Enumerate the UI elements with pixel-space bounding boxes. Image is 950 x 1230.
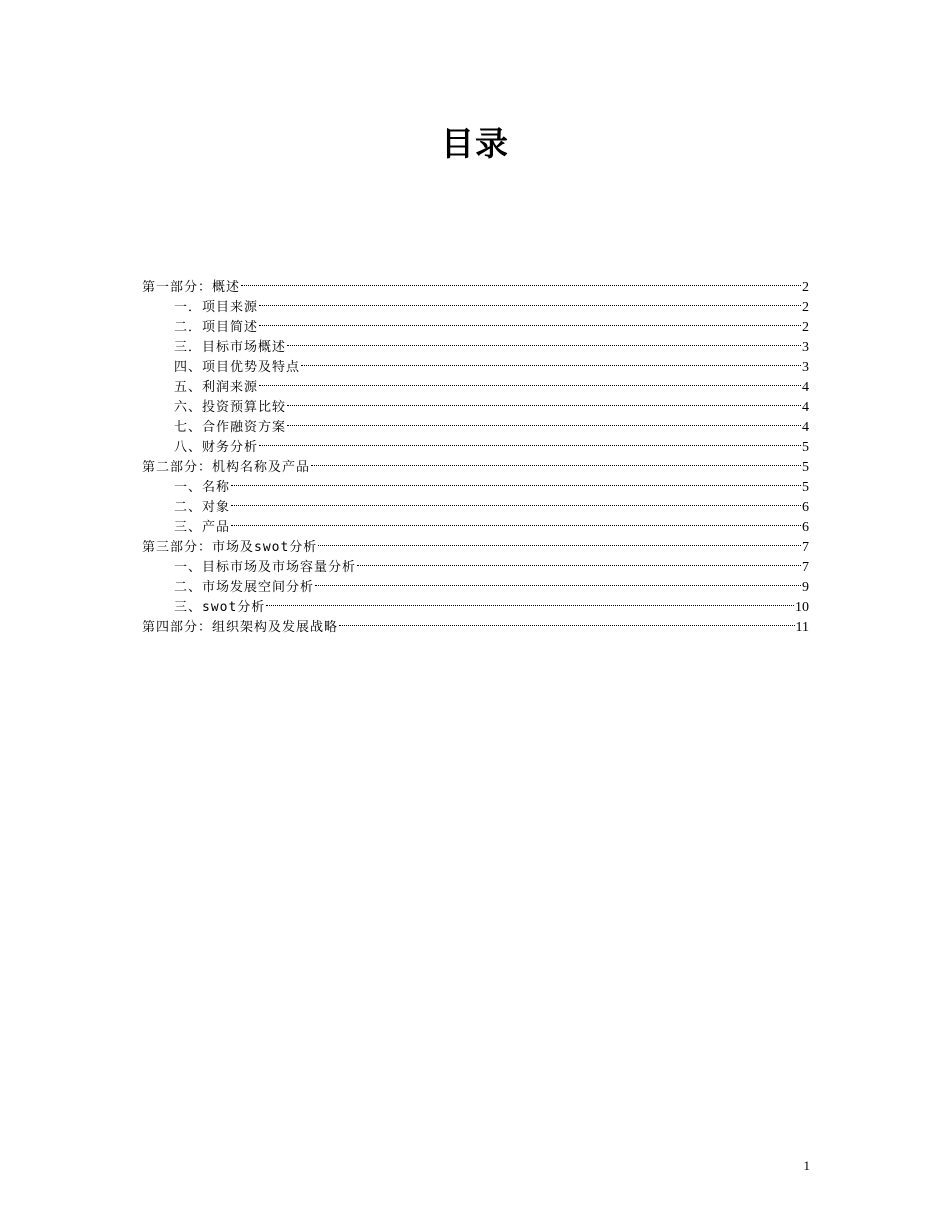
toc-dot-leader — [287, 411, 801, 431]
toc-entry-page: 4 — [802, 420, 809, 435]
toc-entry-page: 4 — [802, 380, 809, 395]
table-of-contents — [142, 271, 809, 635]
toc-entry-label: 第四部分：组织架构及发展战略 — [142, 620, 339, 635]
toc-entry-page: 3 — [802, 360, 809, 375]
toc-entry-label: 三、产品 — [174, 520, 231, 535]
toc-entry-label: 一、名称 — [174, 480, 231, 495]
toc-dot-leader — [287, 331, 801, 351]
toc-entry-page: 6 — [802, 520, 809, 535]
toc-entry-page: 10 — [795, 600, 809, 615]
toc-dot-leader — [287, 391, 801, 411]
toc-entry-page: 7 — [802, 540, 809, 555]
toc-dot-leader — [259, 291, 801, 311]
toc-entry-page: 11 — [795, 620, 809, 635]
toc-entry-label: 二．项目简述 — [174, 320, 259, 335]
toc-entry-label: 二、对象 — [174, 500, 231, 515]
toc-entry-label: 三、swot分析 — [174, 600, 266, 615]
toc-dot-leader — [318, 531, 801, 551]
toc-entry[interactable] — [142, 511, 809, 535]
toc-entry-label: 一、目标市场及市场容量分析 — [174, 560, 357, 575]
toc-entry-page: 7 — [802, 560, 809, 575]
toc-entry-label: 二、市场发展空间分析 — [174, 580, 315, 595]
page-title: 目录 — [441, 124, 509, 163]
toc-entry-page: 6 — [802, 500, 809, 515]
toc-dot-leader — [259, 371, 801, 391]
toc-dot-leader — [231, 471, 801, 491]
footer-page-number: 1 — [803, 1158, 810, 1173]
toc-entry-label: 第一部分：概述 — [142, 280, 241, 295]
toc-entry-label: 八、财务分析 — [174, 440, 259, 455]
toc-entry-page: 9 — [802, 580, 809, 595]
toc-entry-label: 一．项目来源 — [174, 300, 259, 315]
toc-entry-page: 3 — [802, 340, 809, 355]
toc-dot-leader — [259, 311, 801, 331]
toc-entry-page: 4 — [802, 400, 809, 415]
toc-entry[interactable] — [142, 531, 809, 555]
toc-entry-page: 5 — [802, 460, 809, 475]
toc-entry[interactable] — [142, 271, 809, 295]
toc-entry-page: 2 — [802, 300, 809, 315]
toc-entry[interactable] — [142, 471, 809, 495]
toc-entry-label: 三．目标市场概述 — [174, 340, 287, 355]
toc-entry-label: 第三部分：市场及swot分析 — [142, 540, 318, 555]
toc-dot-leader — [357, 551, 801, 571]
toc-entry-label: 第二部分：机构名称及产品 — [142, 460, 311, 475]
toc-dot-leader — [231, 511, 801, 531]
toc-entry-label: 七、合作融资方案 — [174, 420, 287, 435]
toc-entry-page: 5 — [802, 480, 809, 495]
toc-dot-leader — [241, 271, 801, 291]
toc-entry[interactable] — [142, 491, 809, 515]
toc-entry-page: 5 — [802, 440, 809, 455]
toc-dot-leader — [315, 571, 801, 591]
toc-dot-leader — [339, 611, 795, 631]
toc-entry[interactable] — [142, 291, 809, 315]
toc-entry-page: 2 — [802, 320, 809, 335]
toc-entry-label: 五、利润来源 — [174, 380, 259, 395]
toc-dot-leader — [301, 351, 801, 371]
toc-entry-label: 六、投资预算比较 — [174, 400, 287, 415]
toc-dot-leader — [231, 491, 801, 511]
toc-dot-leader — [311, 451, 801, 471]
toc-entry-label: 四、项目优势及特点 — [174, 360, 301, 375]
toc-entry-page: 2 — [802, 280, 809, 295]
toc-dot-leader — [259, 431, 801, 451]
toc-dot-leader — [266, 591, 794, 611]
